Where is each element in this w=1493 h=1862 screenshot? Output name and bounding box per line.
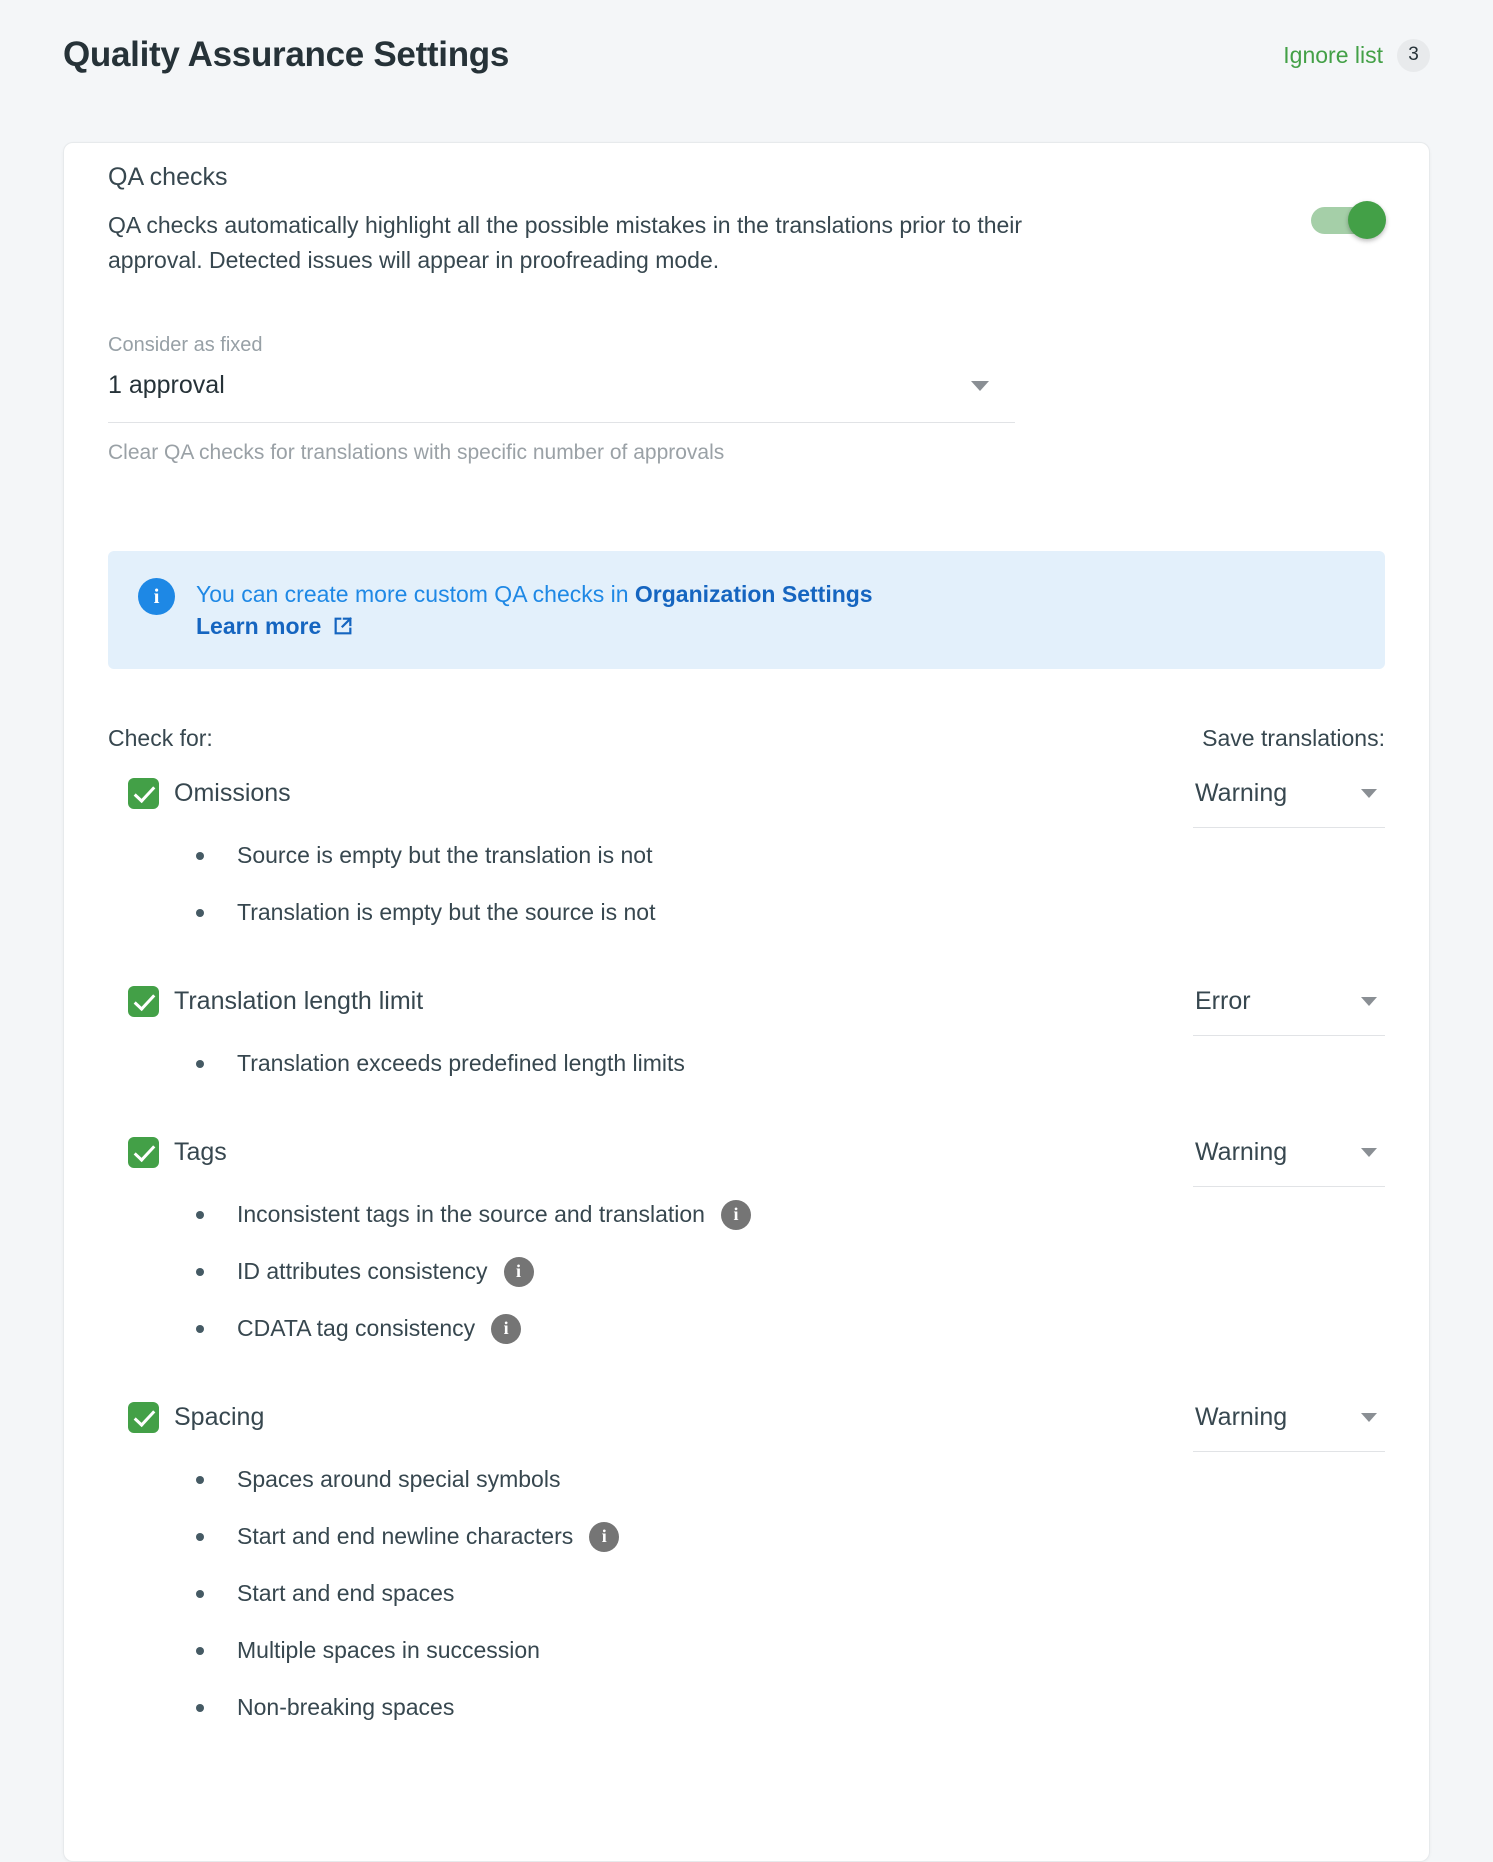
info-icon [138, 578, 175, 615]
check-group [108, 1137, 1385, 1344]
info-icon[interactable] [721, 1200, 751, 1230]
info-icon[interactable] [491, 1314, 521, 1344]
checkbox-checked[interactable] [128, 1137, 159, 1168]
check-subitem [108, 1692, 1385, 1723]
check-items [108, 1464, 1385, 1723]
qa-checks-description: QA checks automatically highlight all the possible mistakes in the translations prior to their approval. Detected issues will appear in proofreading mode. [108, 212, 1023, 273]
check-items [108, 840, 1385, 928]
severity-value: Warning [1195, 779, 1288, 807]
consider-fixed-helper: Clear QA checks for translations with specific number of approvals [108, 441, 725, 464]
checks-list [108, 778, 1385, 1723]
check-subitem-text: Start and end spaces [237, 1580, 455, 1606]
external-link-icon [332, 615, 354, 637]
learn-more-label: Learn more [196, 613, 322, 639]
check-subitem-text: Spaces around special symbols [237, 1466, 561, 1492]
check-subitem [108, 1256, 1385, 1287]
severity-select[interactable] [1193, 778, 1385, 828]
check-subitem-text: Translation is empty but the source is not [237, 899, 656, 925]
check-head [108, 1137, 1385, 1187]
check-subitem [108, 1199, 1385, 1230]
chevron-down-icon [1361, 1148, 1377, 1157]
qa-checks-section [108, 163, 1385, 278]
check-subitem-text: Source is empty but the translation is not [237, 842, 653, 868]
info-box-text [196, 578, 873, 642]
check-label: Translation length limit [174, 987, 424, 1015]
severity-value: Warning [1195, 1138, 1288, 1166]
chevron-down-icon [1361, 789, 1377, 798]
check-head [108, 778, 1385, 828]
check-group [108, 1402, 1385, 1723]
severity-value: Warning [1195, 1403, 1288, 1431]
check-subitem-text: Non-breaking spaces [237, 1694, 455, 1720]
severity-select[interactable] [1193, 1137, 1385, 1187]
check-subitem [108, 1578, 1385, 1609]
consider-fixed-value: 1 approval [108, 371, 225, 399]
check-group [108, 778, 1385, 928]
qa-checks-heading: QA checks [108, 163, 228, 191]
check-label: Omissions [174, 779, 291, 807]
chevron-down-icon [971, 381, 989, 391]
check-subitem-text: Start and end newline characters [237, 1523, 574, 1549]
organization-settings-link[interactable]: Organization Settings [634, 581, 873, 607]
check-subitem-text: Multiple spaces in succession [237, 1637, 540, 1663]
chevron-down-icon [1361, 997, 1377, 1006]
check-label: Spacing [174, 1403, 265, 1431]
toggle-thumb [1348, 201, 1386, 239]
ignore-list-count-badge: 3 [1397, 39, 1430, 72]
save-translations-label: Save translations: [1202, 725, 1385, 751]
check-subitem [108, 1464, 1385, 1495]
page-title: Quality Assurance Settings [63, 35, 510, 74]
severity-select[interactable] [1193, 986, 1385, 1036]
consider-fixed-field [108, 334, 1385, 465]
learn-more-link[interactable] [196, 610, 354, 642]
check-head [108, 1402, 1385, 1452]
columns-row [108, 725, 1385, 752]
page-header [63, 28, 1430, 82]
check-subitem [108, 1521, 1385, 1552]
header-right [1283, 39, 1430, 72]
check-subitem [108, 1635, 1385, 1666]
check-items [108, 1199, 1385, 1344]
check-subitem-text: ID attributes consistency [237, 1258, 488, 1284]
consider-fixed-label: Consider as fixed [108, 334, 263, 356]
qa-checks-toggle[interactable] [1311, 207, 1383, 234]
check-subitem [108, 897, 1385, 928]
check-subitem [108, 1313, 1385, 1344]
qa-settings-card [63, 142, 1430, 1862]
checkbox-checked[interactable] [128, 1402, 159, 1433]
severity-select[interactable] [1193, 1402, 1385, 1452]
info-icon[interactable] [504, 1257, 534, 1287]
check-label: Tags [174, 1138, 227, 1166]
severity-value: Error [1195, 987, 1251, 1015]
check-subitem [108, 840, 1385, 871]
check-subitem-text: CDATA tag consistency [237, 1315, 476, 1341]
ignore-list-link[interactable]: Ignore list [1283, 41, 1383, 68]
check-subitem-text: Inconsistent tags in the source and translation [237, 1201, 705, 1227]
info-icon[interactable] [589, 1522, 619, 1552]
info-box [108, 551, 1385, 669]
check-items [108, 1048, 1385, 1079]
consider-fixed-select[interactable] [108, 371, 1015, 423]
checkbox-checked[interactable] [128, 986, 159, 1017]
check-group [108, 986, 1385, 1079]
checkbox-checked[interactable] [128, 778, 159, 809]
check-subitem [108, 1048, 1385, 1079]
chevron-down-icon [1361, 1413, 1377, 1422]
check-head [108, 986, 1385, 1036]
check-subitem-text: Translation exceeds predefined length limits [237, 1050, 685, 1076]
check-for-label: Check for: [108, 725, 213, 751]
info-box-sentence: You can create more custom QA checks in [196, 581, 635, 607]
